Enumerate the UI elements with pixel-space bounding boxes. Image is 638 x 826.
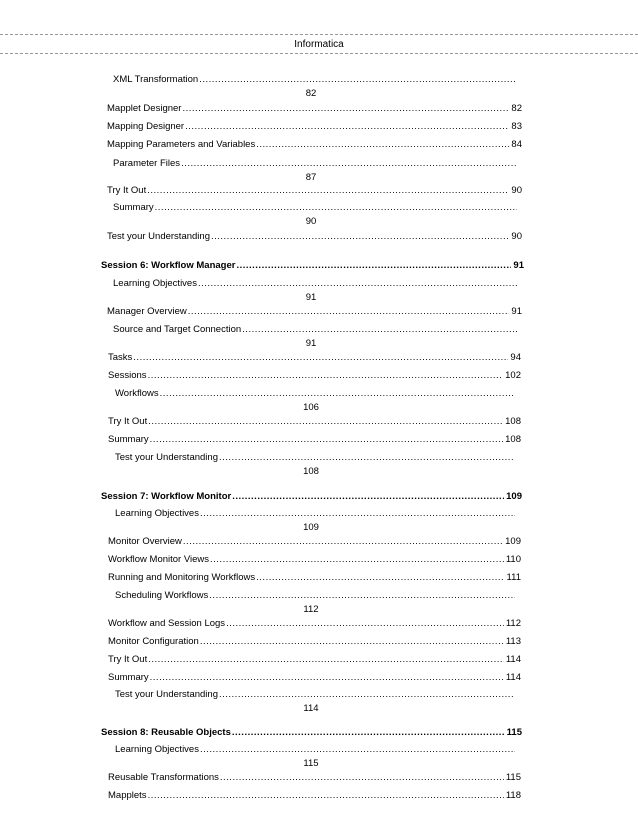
toc-dot-leader	[210, 554, 504, 565]
toc-entry-label: Tasks	[108, 352, 133, 363]
toc-entry-label: Session 8: Reusable Objects	[101, 727, 231, 738]
toc-entry-page: 108	[303, 466, 319, 477]
toc-entry-page: 109	[505, 536, 521, 547]
page-header-title: Informatica	[294, 39, 344, 50]
toc-entry	[108, 370, 521, 381]
toc-entry-label: Sessions	[108, 370, 147, 381]
toc-dot-leader	[236, 260, 511, 271]
header-rule-bottom	[0, 53, 638, 54]
toc-entry	[115, 508, 516, 533]
toc-dot-leader	[198, 278, 517, 289]
toc-dot-leader	[256, 139, 509, 150]
toc-entry-page: 108	[505, 434, 521, 445]
toc-dot-leader	[183, 536, 503, 547]
toc-entry-page: 114	[303, 703, 319, 714]
toc-entry	[107, 231, 522, 242]
toc-dot-leader	[211, 231, 509, 242]
toc-entry-page: 83	[511, 121, 522, 132]
toc-entry-label: Mapping Parameters and Variables	[107, 139, 256, 150]
toc-entry-page: 91	[305, 292, 317, 303]
toc-section-entry	[101, 727, 522, 738]
toc-entry-page: 106	[303, 402, 319, 413]
toc-entry-page: 94	[510, 352, 521, 363]
toc-entry-label: Mapping Designer	[107, 121, 185, 132]
toc-entry-page: 102	[505, 370, 521, 381]
toc-entry-page: 87	[305, 172, 317, 183]
toc-entry-label: Summary	[108, 434, 149, 445]
toc-entry	[108, 434, 521, 445]
toc-entry-page: 113	[505, 636, 521, 647]
toc-entry	[115, 590, 516, 615]
toc-entry-page: 110	[505, 554, 521, 565]
toc-entry-page: 82	[511, 103, 522, 114]
toc-entry-page: 114	[505, 654, 521, 665]
toc-entry	[113, 278, 518, 303]
toc-dot-leader	[188, 306, 510, 317]
toc-entry-page: 91	[305, 338, 317, 349]
toc-dot-leader	[209, 590, 515, 601]
toc-dot-leader	[232, 491, 504, 502]
toc-entry	[113, 202, 518, 227]
toc-dot-leader	[199, 74, 517, 85]
toc-dot-leader	[256, 572, 504, 583]
toc-entry-label: Scheduling Workflows	[115, 590, 209, 601]
toc-dot-leader	[133, 352, 508, 363]
toc-entry-label: Test your Understanding	[115, 689, 218, 700]
toc-entry-page: 111	[506, 572, 521, 583]
toc-entry-label: Mapplets	[108, 790, 147, 801]
toc-entry-label: Summary	[108, 672, 149, 683]
toc-entry	[108, 416, 521, 427]
toc-entry-page: 114	[505, 672, 521, 683]
toc-entry	[115, 744, 516, 769]
toc-dot-leader	[226, 618, 504, 629]
toc-dot-leader	[155, 202, 517, 213]
toc-entry	[108, 352, 521, 363]
header-rule-top	[0, 34, 638, 35]
toc-entry-page: 115	[505, 772, 521, 783]
toc-entry-label: XML Transformation	[113, 74, 199, 85]
toc-entry-label: Try It Out	[108, 416, 148, 427]
toc-entry-label: Try It Out	[107, 185, 147, 196]
toc-dot-leader	[219, 689, 515, 700]
toc-dot-leader	[147, 185, 509, 196]
toc-dot-leader	[148, 370, 504, 381]
toc-entry-page: 112	[303, 604, 319, 615]
toc-entry	[108, 654, 521, 665]
toc-entry-page: 84	[511, 139, 522, 150]
toc-entry	[108, 618, 521, 629]
toc-dot-leader	[242, 324, 517, 335]
toc-entry	[115, 452, 516, 477]
toc-entry	[108, 790, 521, 801]
toc-dot-leader	[220, 772, 504, 783]
toc-entry	[108, 572, 521, 583]
toc-entry-page: 91	[511, 306, 522, 317]
toc-entry	[113, 158, 518, 183]
toc-entry-page: 90	[511, 231, 522, 242]
toc-entry	[113, 324, 518, 349]
toc-entry-label: Workflows	[115, 388, 159, 399]
toc-entry-page: 82	[305, 88, 317, 99]
toc-section-entry	[101, 491, 522, 502]
toc-entry	[107, 306, 522, 317]
toc-section-entry	[101, 260, 524, 271]
toc-entry-label: Learning Objectives	[115, 744, 199, 755]
toc-entry-page: 90	[305, 216, 317, 227]
toc-entry-page: 108	[505, 416, 521, 427]
toc-dot-leader	[200, 744, 515, 755]
toc-entry-page: 118	[505, 790, 521, 801]
toc-dot-leader	[182, 103, 509, 114]
toc-entry-label: Manager Overview	[107, 306, 187, 317]
toc-entry-label: Learning Objectives	[113, 278, 197, 289]
toc-entry	[113, 74, 518, 99]
toc-dot-leader	[148, 790, 504, 801]
toc-entry-label: Workflow Monitor Views	[108, 554, 210, 565]
toc-dot-leader	[148, 654, 504, 665]
toc-entry	[115, 689, 516, 714]
toc-dot-leader	[200, 636, 504, 647]
toc-dot-leader	[232, 727, 505, 738]
toc-entry-page: 91	[513, 260, 524, 271]
toc-entry-label: Learning Objectives	[115, 508, 199, 519]
toc-entry	[107, 185, 522, 196]
toc-entry-label: Try It Out	[108, 654, 148, 665]
toc-entry	[107, 121, 522, 132]
toc-entry-label: Workflow and Session Logs	[108, 618, 226, 629]
toc-entry-page: 109	[303, 522, 319, 533]
toc-entry-page: 115	[506, 727, 522, 738]
toc-dot-leader	[219, 452, 515, 463]
toc-entry-label: Session 7: Workflow Monitor	[101, 491, 232, 502]
toc-entry-label: Reusable Transformations	[108, 772, 219, 783]
toc-entry-label: Summary	[113, 202, 154, 213]
toc-dot-leader	[150, 434, 503, 445]
toc-entry-label: Source and Target Connection	[113, 324, 242, 335]
toc-entry-label: Test your Understanding	[107, 231, 210, 242]
toc-dot-leader	[160, 388, 515, 399]
toc-entry-label: Parameter Files	[113, 158, 181, 169]
toc-entry	[108, 554, 521, 565]
toc-dot-leader	[185, 121, 509, 132]
toc-entry	[108, 536, 521, 547]
toc-dot-leader	[148, 416, 503, 427]
toc-entry-label: Running and Monitoring Workflows	[108, 572, 256, 583]
toc-entry-label: Test your Understanding	[115, 452, 218, 463]
toc-entry-page: 90	[511, 185, 522, 196]
toc-dot-leader	[181, 158, 517, 169]
toc-entry-label: Monitor Configuration	[108, 636, 199, 647]
toc-entry	[115, 388, 516, 413]
toc-dot-leader	[150, 672, 504, 683]
toc-entry	[108, 672, 521, 683]
toc-entry-label: Mapplet Designer	[107, 103, 182, 114]
toc-entry	[108, 636, 521, 647]
toc-entry-page: 112	[505, 618, 521, 629]
toc-dot-leader	[200, 508, 515, 519]
toc-entry-label: Monitor Overview	[108, 536, 182, 547]
toc-entry-label: Session 6: Workflow Manager	[101, 260, 236, 271]
toc-entry	[107, 103, 522, 114]
toc-entry-page: 115	[303, 758, 319, 769]
toc-entry	[108, 772, 521, 783]
toc-entry	[107, 139, 522, 150]
toc-entry-page: 109	[506, 491, 522, 502]
